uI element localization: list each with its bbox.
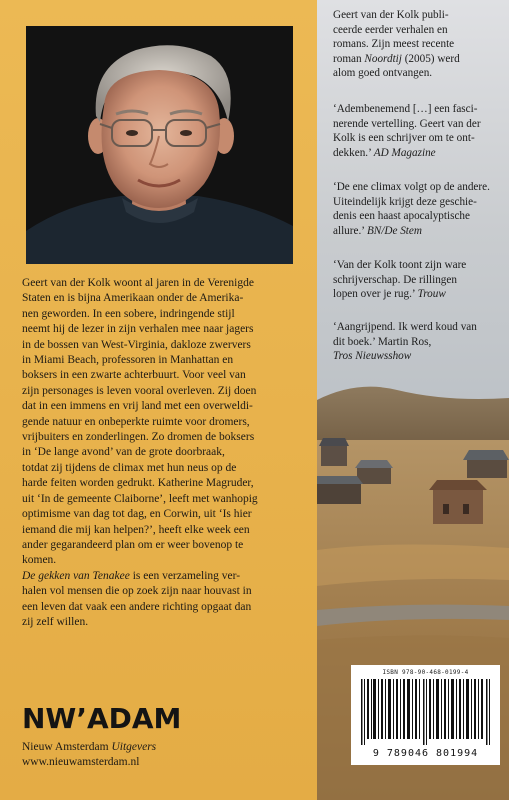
publisher-logo-text: NW’ADAM <box>22 702 182 735</box>
review-line: Uiteindelijk krijgt deze geschie- <box>333 195 477 208</box>
blurb-line: nen geworden. In een sobere, indringende stijl <box>22 307 235 320</box>
barcode-bars <box>361 679 491 745</box>
review-quote <box>333 258 503 302</box>
author-bio <box>333 8 503 81</box>
review-line-text: dit boek.’ <box>333 335 378 348</box>
review-quote <box>333 102 503 160</box>
publisher-website: www.nieuwamsterdam.nl <box>22 756 140 768</box>
blurb-line: dat in een immens en vrij land met een overweldi- <box>22 400 253 413</box>
book-blurb <box>22 276 300 630</box>
bio-line <box>333 52 503 67</box>
review-source: BN/De Stem <box>366 224 422 237</box>
blurb-line: totdat zij tijdens de climax met hun neus op de <box>22 461 237 474</box>
blurb-line: in ‘De lange avond’ van de grote doorbraak, <box>22 446 225 459</box>
blurb-line: komen. <box>22 554 57 567</box>
review-line <box>333 335 503 350</box>
review-line: ‘Adembenemend […] een fasci- <box>333 103 478 115</box>
bio-line: Geert van der Kolk publi- <box>333 9 449 21</box>
publisher-name-italic: Uitgevers <box>111 741 157 753</box>
publisher-name-text: Nieuw Amsterdam <box>22 741 112 753</box>
novel-title: Noordtij <box>364 52 402 65</box>
publisher-info <box>22 740 156 770</box>
blurb-line: neemt hij de lezer in zijn verhalen mee naar jagers <box>22 323 254 336</box>
author-photo <box>26 26 293 264</box>
review-line: denis een haast apocalyptische <box>333 210 470 223</box>
blurb-line: zijn personages is leven vooral overleven. Zij doen <box>22 384 257 397</box>
blurb-line: in de bossen van West-Virginia, dakloze zwervers <box>22 338 251 351</box>
blurb-line: boksers in een zwarte achterbuurt. Voor veel van <box>22 369 246 382</box>
review-line: Kolk is een schrijver om te ont- <box>333 132 475 145</box>
isbn-barcode <box>351 665 500 765</box>
review-line <box>333 349 503 364</box>
isbn-label: ISBN 978-90-468-0199-4 <box>382 669 469 676</box>
review-line: schrijverschap. De rillingen <box>333 273 457 286</box>
review-quote <box>333 180 503 238</box>
blurb-line: in Miami Beach, professoren in Manhattan en <box>22 354 234 367</box>
review-line-text: lopen over je rug.’ <box>333 288 418 301</box>
review-quote <box>333 320 503 364</box>
blurb-line: ander gegarandeerd plan om er weer bovenop te <box>22 538 244 551</box>
review-source: Trouw <box>417 288 446 301</box>
review-line <box>333 146 503 161</box>
bio-suffix: (2005) werd <box>401 52 460 65</box>
blurb-closing-rest: is een verzameling ver- <box>129 569 241 582</box>
bio-line: ceerde eerder verhalen en <box>333 23 448 36</box>
blurb-line: iemand die mij kan helpen?’, heeft elke week een <box>22 523 250 536</box>
review-source: AD Magazine <box>373 146 436 159</box>
blurb-line: Geert van der Kolk woont al jaren in de Verenigde <box>22 277 254 289</box>
publisher-name <box>22 740 156 755</box>
review-line: ‘Aangrijpend. Ik werd koud van <box>333 321 477 333</box>
book-title: De gekken van Tenakee <box>22 569 130 582</box>
blurb-line: harde feiten worden gedrukt. Katherine Magruder, <box>22 477 254 490</box>
review-line <box>333 224 503 239</box>
review-line-text: dekken.’ <box>333 146 374 159</box>
blurb-closing-line <box>22 569 300 584</box>
publisher-logo <box>22 700 182 735</box>
review-source-show: Tros Nieuwsshow <box>333 350 412 363</box>
review-line: ‘Van der Kolk toont zijn ware <box>333 259 467 271</box>
review-line <box>333 287 503 302</box>
blurb-line: een leven dat vaak een andere richting opgaat dan <box>22 600 252 613</box>
blurb-line: vrijbuiters en zonderlingen. Zo dromen de boksers <box>22 431 255 444</box>
bio-line: alom goed ontvangen. <box>333 67 433 80</box>
author-portrait <box>26 26 293 264</box>
review-source: Martin Ros, <box>377 335 432 348</box>
bio-line: romans. Zijn meest recente <box>333 38 455 51</box>
review-line-text: allure.’ <box>333 224 367 237</box>
blurb-line: halen vol mensen die op zoek zijn naar houvast in <box>22 585 252 598</box>
bio-prefix: roman <box>333 52 365 65</box>
publisher-logo-mark <box>22 700 182 735</box>
blurb-line: gende natuur en onbeperkte ruimte voor dromers, <box>22 415 250 428</box>
blurb-line: zij zelf willen. <box>22 615 89 628</box>
review-line: ‘De ene climax volgt op de andere. <box>333 181 490 193</box>
blurb-line: uit ‘In de gemeente Claiborne’, leeft met wanhopig <box>22 492 258 505</box>
isbn-digits: 9 789046 801994 <box>372 748 479 759</box>
blurb-line: Staten en is bijna Amerikaan onder de Amerika- <box>22 292 244 305</box>
review-line: nerende vertelling. Geert van der <box>333 117 481 130</box>
blurb-line: optimisme van dag tot dag, en Corwin, uit ‘Is hier <box>22 508 252 521</box>
